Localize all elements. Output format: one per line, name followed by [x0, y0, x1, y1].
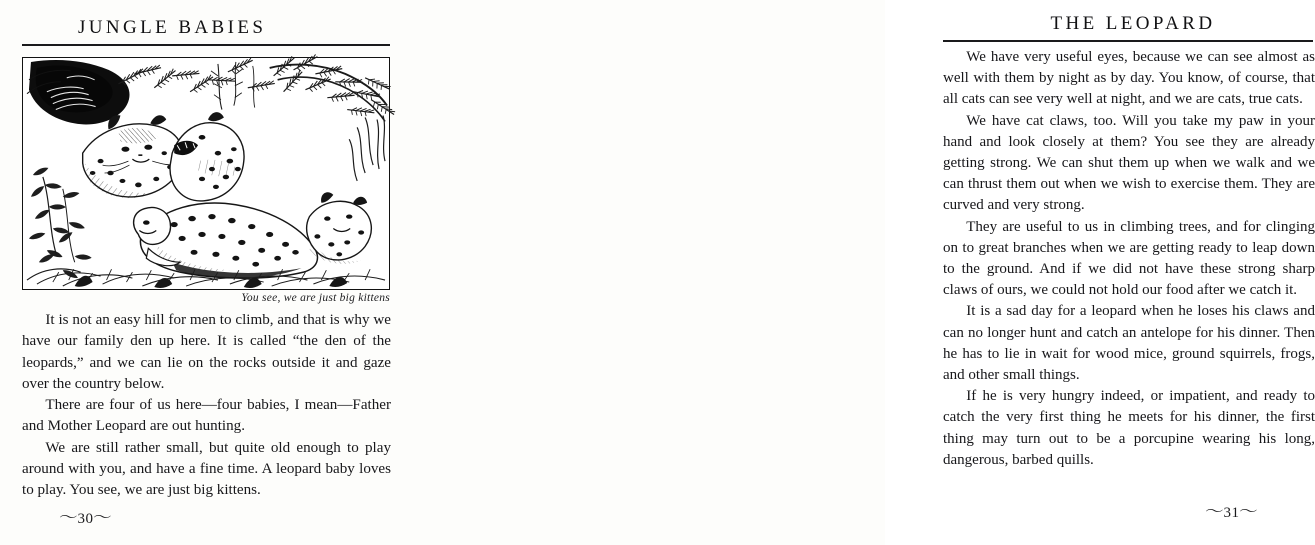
left-page-body-text [22, 310, 391, 502]
paragraph: It is a sad day for a leopard when he loses his claws and can no longer hunt and catch an antelope for his dinner. Then he has to lie in wait for wood mice, ground squirrels, frogs, and other small things. [943, 303, 1315, 384]
folio-ornament-left: 〜 [1205, 504, 1225, 520]
left-running-head [22, 18, 390, 46]
left-running-head-title: JUNGLE BABIES [78, 17, 267, 38]
illustration-caption: You see, we are just big kittens [241, 292, 390, 304]
right-head-rule [943, 40, 1313, 42]
folio-ornament-left: 〜 [59, 510, 79, 526]
paragraph: We have cat claws, too. Will you take my paw in your hand and look closely at them? You see they are already getting strong. We can shut them up when we walk and we can thrust them out when we wish to exercise them. They are curved and very strong. [943, 112, 1315, 214]
right-running-head [943, 14, 1313, 42]
right-running-head-title: THE LEOPARD [1050, 13, 1216, 34]
paragraph: We have very useful eyes, because we can see almost as well with them by night as by day. You know, of course, that all cats can see very well at night, and we are cats, true cats. [943, 49, 1315, 108]
folio-ornament-right: 〜 [92, 510, 112, 526]
left-page [0, 0, 443, 545]
left-head-rule [22, 44, 390, 46]
left-page-folio [60, 506, 111, 528]
right-page-folio [1206, 500, 1257, 522]
right-page-body-text [943, 47, 1315, 471]
folio-ornament-right: 〜 [1238, 504, 1258, 520]
folio-number: 30 [77, 511, 94, 528]
folio-number: 31 [1223, 505, 1240, 522]
paragraph: There are four of us here—four babies, I mean—Father and Mother Leopard are out hunting. [22, 397, 391, 435]
right-page [443, 0, 1315, 545]
paragraph: They are useful to us in climbing trees, and for clinging on to great branches when we are getting ready to leap down to the ground. And if we did not have these strong sharp claws of ours, we could not hold our food after we catch it. [943, 218, 1315, 299]
paragraph: It is not an easy hill for men to climb, and that is why we have our family den up here. It is called “the den of the leopards,” and we can lie on the rocks outside it and gaze over the country below. [22, 312, 391, 392]
paragraph: We are still rather small, but quite old enough to play around with you, and have a fine time. A leopard baby loves to play. You see, we are just big kittens. [22, 439, 391, 499]
paragraph: If he is very hungry indeed, or impatient, and ready to catch the very first thing he meets for his dinner, the first thing may turn out to be a porcupine wearing his long, dangerous, barbed quills. [943, 388, 1315, 468]
leopard-cubs-in-jungle-illustration [22, 57, 390, 290]
